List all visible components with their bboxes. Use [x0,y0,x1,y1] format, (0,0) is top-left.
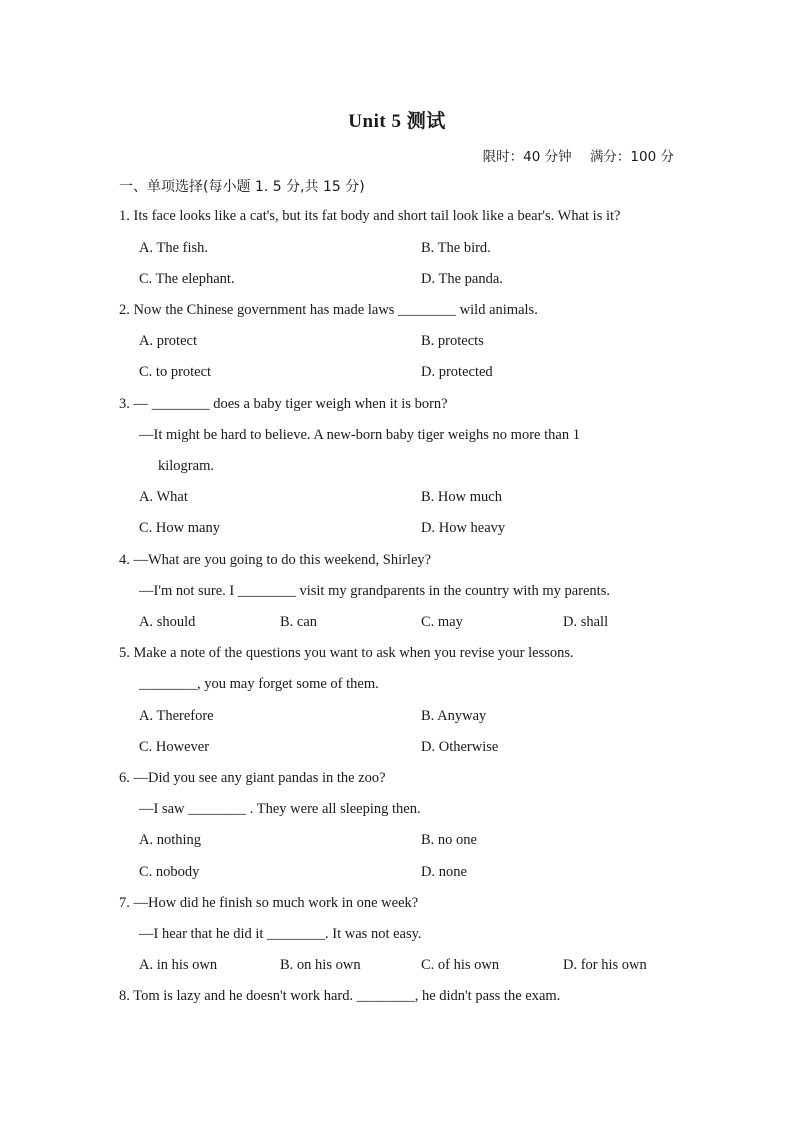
question-5-stem: 5. Make a note of the questions you want to ask when you revise your lessons. [119,645,574,661]
question-7-stem: 7. —How did he finish so much work in one week? [119,895,419,911]
question-7-option-c[interactable]: C. of his own [421,957,500,973]
full-score: 满分：100 分 [589,149,674,165]
time-limit: 限时：40 分钟 [482,149,572,165]
question-7-option-b[interactable]: B. on his own [280,957,361,973]
question-5-stem-cont: ________, you may forget some of them. [139,676,379,692]
question-3-reply-cont: kilogram. [158,458,214,474]
question-6-option-a[interactable]: A. nothing [139,832,202,848]
question-5-option-b[interactable]: B. Anyway [421,708,487,724]
question-5-option-a[interactable]: A. Therefore [139,708,214,724]
question-2-stem: 2. Now the Chinese government has made laws ________ wild animals. [119,302,538,318]
question-4-stem: 4. —What are you going to do this weekend, Shirley? [119,552,432,568]
question-6-reply: —I saw ________ . They were all sleeping then. [139,801,421,817]
question-2-option-d[interactable]: D. protected [421,364,493,380]
question-3-stem: 3. — ________ does a baby tiger weigh when it is born? [119,396,448,412]
question-4-reply: —I'm not sure. I ________ visit my grandparents in the country with my parents. [139,583,610,599]
question-4-option-d[interactable]: D. shall [563,614,609,630]
question-4-option-b[interactable]: B. can [280,614,318,630]
question-6-option-c[interactable]: C. nobody [139,864,200,880]
page-title: Unit 5 测试 [348,111,446,132]
question-1-option-d[interactable]: D. The panda. [421,271,503,287]
question-1-stem: 1. Its face looks like a cat's, but its fat body and short tail look like a bear's. What is it? [119,208,621,224]
question-1-option-c[interactable]: C. The elephant. [139,271,235,287]
question-2-option-b[interactable]: B. protects [421,333,484,349]
question-3-reply: —It might be hard to believe. A new-born baby tiger weighs no more than 1 [139,427,580,443]
question-5-option-d[interactable]: D. Otherwise [421,739,499,755]
question-6-option-b[interactable]: B. no one [421,832,477,848]
question-7-option-a[interactable]: A. in his own [139,957,218,973]
question-4-option-c[interactable]: C. may [421,614,463,630]
question-3-option-c[interactable]: C. How many [139,520,220,536]
question-2-option-c[interactable]: C. to protect [139,364,212,380]
question-7-reply: —I hear that he did it ________. It was not easy. [139,926,422,942]
question-6-stem: 6. —Did you see any giant pandas in the zoo? [119,770,386,786]
exam-meta [483,145,674,165]
question-6-option-d[interactable]: D. none [421,864,467,880]
question-3-option-d[interactable]: D. How heavy [421,520,506,536]
question-2-option-a[interactable]: A. protect [139,333,197,349]
question-1-option-b[interactable]: B. The bird. [421,240,491,256]
question-5-option-c[interactable]: C. However [139,739,210,755]
question-1-option-a[interactable]: A. The fish. [139,240,209,256]
question-4-option-a[interactable]: A. should [139,614,196,630]
question-3-option-a[interactable]: A. What [139,489,188,505]
section-heading: 一、单项选择(每小题 1. 5 分,共 15 分) [119,179,365,195]
question-8-stem: 8. Tom is lazy and he doesn't work hard. ________, he didn't pass the exam. [119,988,561,1004]
question-3-option-b[interactable]: B. How much [421,489,502,505]
question-7-option-d[interactable]: D. for his own [563,957,647,973]
